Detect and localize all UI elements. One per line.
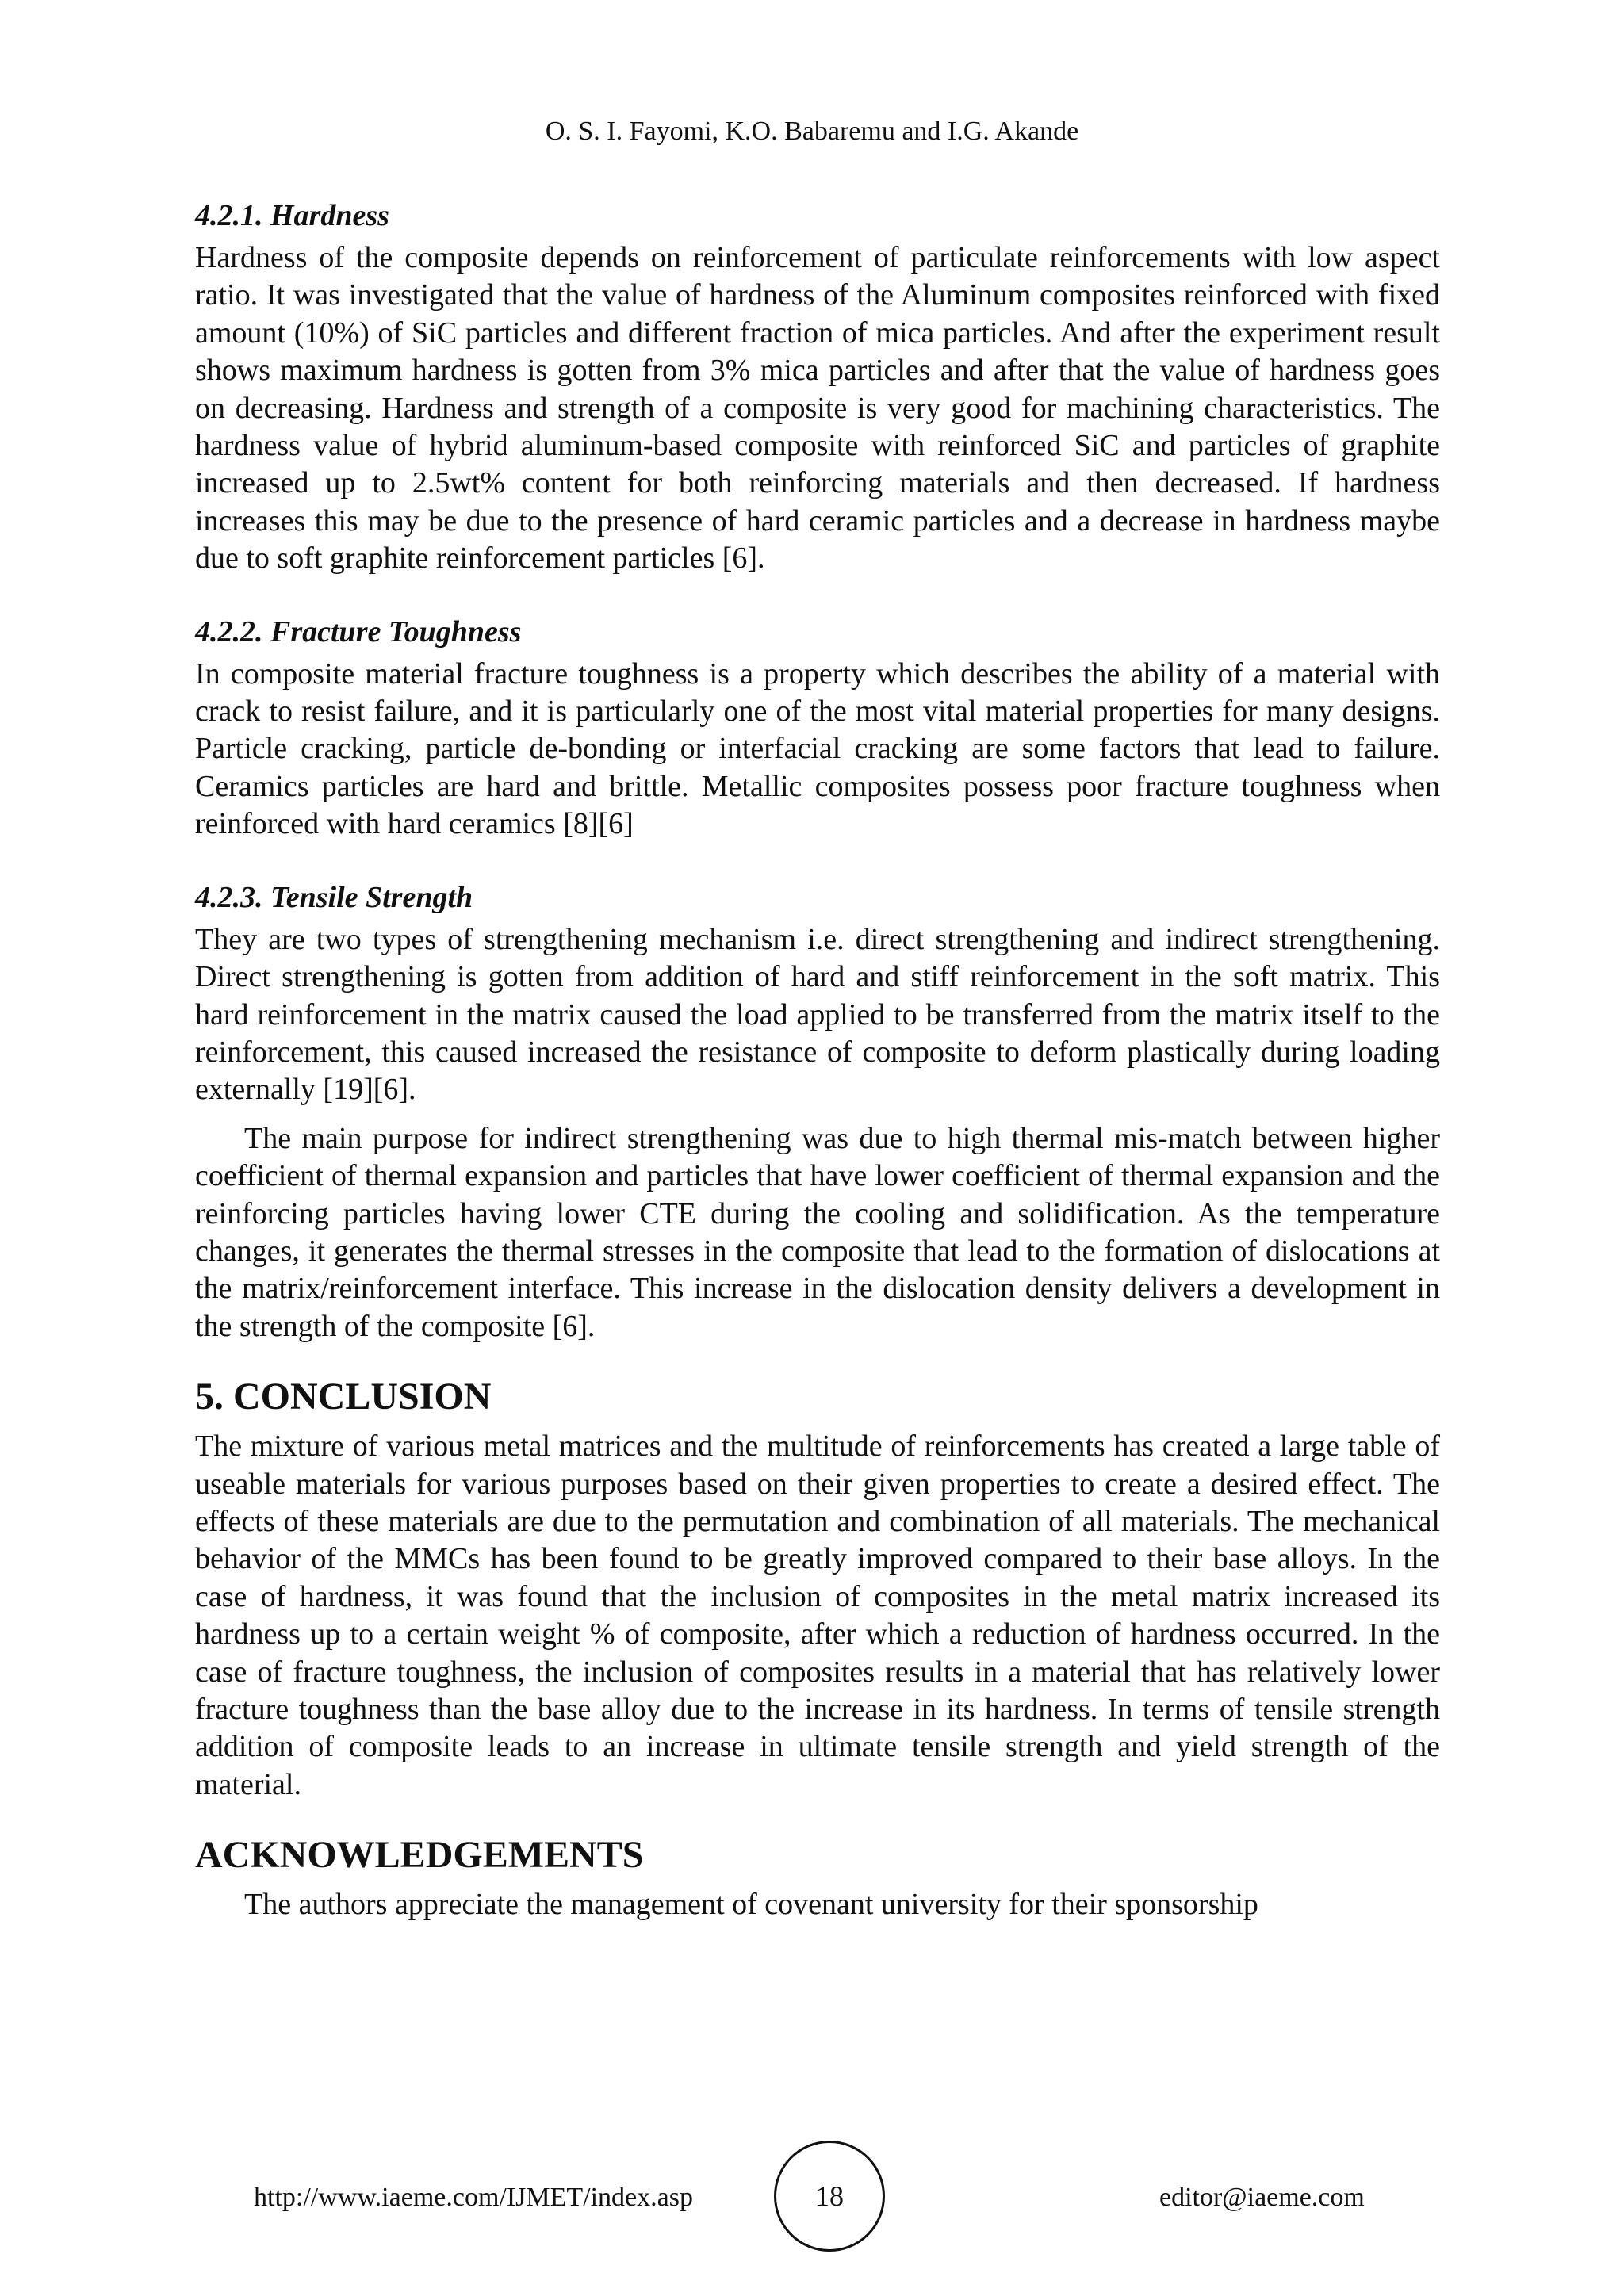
heading-acknowledgements: ACKNOWLEDGEMENTS [195,1834,644,1877]
paragraph-hardness: Hardness of the composite depends on reinforcement of particulate reinforcements with low aspect ratio. It was investigated that the value of hardness of the Aluminum composites reinforced with fixed amount (10%) of SiC particles and different fraction of mica particles. And after the experiment result shows maximum hardness is gotten from 3% mica particles and after that the value of hardness goes on decreasing. Hardness and strength of a composite is very good for machining characteristics. The hardness value of hybrid aluminum-based composite with reinforced SiC and particles of graphite increased up to 2.5wt% content for both reinforcing materials and then decreased. If hardness increases this may be due to the presence of hard ceramic particles and a decrease in hardness maybe due to soft graphite reinforcement particles [6]. [195,241,1440,576]
paragraph-tensile-2: The main purpose for indirect strengthening was due to high thermal mis-match between higher coefficient of thermal expansion and particles that have lower coefficient of thermal expansion and the reinforcing particles having lower CTE during the cooling and solidification. As the temperature changes, it generates the thermal stresses in the composite that lead to the formation of dislocations at the matrix/reinforcement interface. This increase in the dislocation density delivers a development in the strength of the composite [6]. [195,1121,1440,1343]
heading-conclusion: 5. CONCLUSION [195,1376,492,1418]
paragraph-conclusion: The mixture of various metal matrices and the multitude of reinforcements has created a large table of useable materials for various purposes based on their given properties to create a desired effect. The effects of these materials are due to the permutation and combination of all materials. The mechanical behavior of the MMCs has been found to be greatly improved compared to their base alloys. In the case of hardness, it was found that the inclusion of composites in the metal matrix increased its hardness up to a certain weight % of composite, after which a reduction of hardness occurred. In the case of fracture toughness, the inclusion of composites results in a material that has relatively lower fracture toughness than the base alloy due to the increase in its hardness. In terms of tensile strength addition of composite leads to an increase in ultimate tensile strength and yield strength of the material. [195,1429,1440,1801]
heading-tensile-strength: 4.2.3. Tensile Strength [195,880,473,914]
heading-hardness: 4.2.1. Hardness [195,199,389,232]
running-header-authors: O. S. I. Fayomi, K.O. Babaremu and I.G. Akande [545,117,1079,146]
footer-journal-url[interactable]: http://www.iaeme.com/IJMET/index.asp [254,2183,693,2212]
page-number: 18 [774,2141,885,2252]
heading-fracture-toughness: 4.2.2. Fracture Toughness [195,614,522,649]
paragraph-acknowledgements: The authors appreciate the management of covenant university for their sponsorship [244,1888,1258,1922]
paragraph-tensile-1: They are two types of strengthening mechanism i.e. direct strengthening and indirect strengthening. Direct strengthening is gotten from addition of hard and stiff reinforcement in the soft matrix. This hard reinforcement in the matrix caused the load applied to be transferred from the matrix itself to the reinforcement, this caused increased the resistance of composite to deform plastically during loading externally [19][6]. [195,922,1440,1107]
page-content [195,197,1440,1924]
paragraph-fracture-toughness: In composite material fracture toughness is a property which describes the ability of a material with crack to resist failure, and it is particularly one of the most vital material properties for many designs. Particle cracking, particle de-bonding or interfacial cracking are some factors that lead to failure. Ceramics particles are hard and brittle. Metallic composites possess poor fracture toughness when reinforced with hard ceramics [8][6] [195,656,1440,841]
footer-editor-email[interactable]: editor@iaeme.com [1159,2183,1365,2212]
